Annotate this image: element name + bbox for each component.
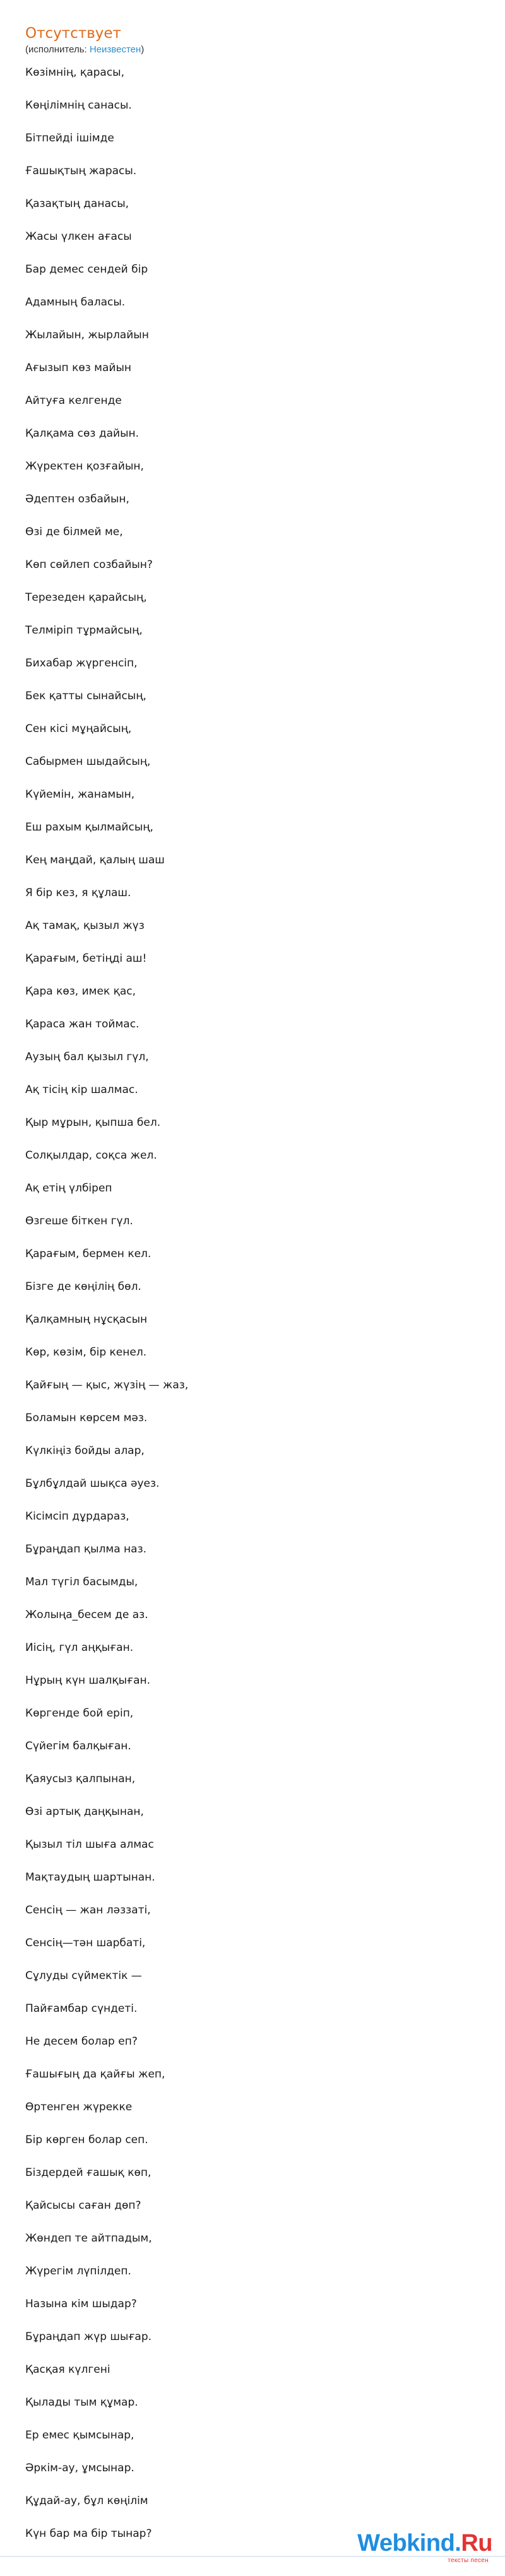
lyric-line: Мақтаудың шартынан. — [25, 1871, 155, 1884]
lyric-line: Жөндеп те айтпадым, — [25, 2232, 152, 2245]
lyric-line: Әркім-ау, ұмсынар. — [25, 2462, 134, 2474]
lyric-line: Қара көз, имек қас, — [25, 985, 136, 998]
song-subtitle — [25, 44, 480, 56]
lyric-line: Бітпейді ішімде — [25, 132, 114, 145]
lyric-line: Қайсысы саған дөп? — [25, 2199, 141, 2212]
lyric-line: Күйемін, жанамын, — [25, 788, 135, 801]
lyric-line: Сабырмен шыдайсың, — [25, 755, 151, 768]
lyric-line: Кісімсіп дұрдараз, — [25, 1510, 129, 1523]
lyric-line: Қазақтың данасы, — [25, 198, 129, 210]
lyric-line: Өзі де білмей ме, — [25, 526, 123, 538]
lyric-line: Қалқамның нұсқасын — [25, 1313, 148, 1326]
lyric-line: Терезеден қарайсың, — [25, 591, 147, 604]
lyric-line: Ер емес қымсынар, — [25, 2429, 134, 2442]
lyric-line: Ағызып көз майын — [25, 362, 132, 374]
lyrics-list — [25, 65, 480, 2559]
lyric-line: Ғашығың да қайғы жеп, — [25, 2068, 165, 2081]
lyric-line: Жолыңа_бесем де аз. — [25, 1609, 148, 1621]
logo-brand-dot: . — [454, 2530, 461, 2556]
lyric-line: Әдептен озбайын, — [25, 493, 129, 505]
lyric-line: Бұраңдап қылма наз. — [25, 1543, 147, 1556]
logo-brand-tld: Ru — [461, 2530, 492, 2556]
lyric-line: Бір көрген болар сеп. — [25, 2134, 148, 2146]
lyric-line: Қайғың — қыс, жүзің — жаз, — [25, 1379, 189, 1391]
lyric-line: Өртенген жүрекке — [25, 2101, 133, 2113]
lyric-line: Қалқама сөз дайын. — [25, 427, 140, 440]
lyric-line: Қаяусыз қалпынан, — [25, 1773, 136, 1785]
lyric-line: Жүректен қозғайын, — [25, 460, 144, 473]
lyric-line: Айтуға келгенде — [25, 394, 122, 407]
lyric-line: Аузың бал қызыл гүл, — [25, 1051, 149, 1063]
lyric-line: Кең маңдай, қалың шаш — [25, 854, 165, 866]
lyric-line: Ғашықтың жарасы. — [25, 165, 137, 177]
lyric-line: Көп сөйлеп созбайын? — [25, 558, 153, 571]
logo-slogan: тексты песен — [448, 2557, 489, 2564]
lyric-line: Қасқая күлгені — [25, 2363, 110, 2376]
site-logo[interactable] — [357, 2529, 492, 2567]
lyric-line: Жүрегім лүпілдеп. — [25, 2265, 131, 2278]
lyric-line: Қызыл тіл шыға алмас — [25, 1838, 154, 1851]
lyric-line: Бұлбұлдай шықса әуез. — [25, 1477, 160, 1490]
lyric-line: Қарағым, бермен кел. — [25, 1248, 152, 1260]
artist-link[interactable]: Неизвестен — [89, 44, 141, 55]
lyric-line: Адамның баласы. — [25, 296, 126, 309]
lyric-line: Көргенде бой еріп, — [25, 1707, 134, 1720]
lyric-line: Сенсің — жан ләззаті, — [25, 1904, 151, 1917]
lyric-line: Ақ тісің кір шалмас. — [25, 1084, 138, 1096]
lyric-line: Бек қатты сынайсың, — [25, 690, 146, 702]
lyric-line: Пайғамбар сүндеті. — [25, 2002, 138, 2015]
subtitle-prefix: (исполнитель: — [25, 44, 90, 55]
lyric-line: Иісің, гүл аңқыған. — [25, 1641, 134, 1654]
lyric-line: Қараса жан тоймас. — [25, 1018, 140, 1031]
lyric-line: Өзгеше біткен гүл. — [25, 1215, 133, 1227]
lyric-line: Бұраңдап жүр шығар. — [25, 2331, 152, 2343]
lyric-line: Бихабар жүргенсіп, — [25, 657, 138, 670]
lyric-line: Жасы үлкен ағасы — [25, 230, 132, 243]
subtitle-suffix: ) — [141, 44, 145, 55]
lyric-line: Өзі артық даңқынан, — [25, 1805, 144, 1818]
logo-wordmark — [357, 2529, 492, 2557]
lyric-line: Күн бар ма бір тынар? — [25, 2527, 152, 2540]
lyric-line: Біздердей ғашық көп, — [25, 2166, 152, 2179]
lyric-line: Ақ тамақ, қызыл жүз — [25, 919, 145, 932]
lyric-line: Сенсің—тән шарбаті, — [25, 1937, 146, 1949]
lyric-line: Бар демес сендей бір — [25, 263, 148, 276]
lyric-line: Боламын көрсем мәз. — [25, 1412, 148, 1424]
lyric-line: Қарағым, бетіңді аш! — [25, 952, 147, 965]
lyric-line: Телміріп тұрмайсың, — [25, 624, 143, 637]
lyric-line: Құдай-ау, бұл көңілім — [25, 2495, 148, 2507]
lyric-line: Күлкіңіз бойды алар, — [25, 1445, 145, 1457]
lyric-line: Бізге де көңілің бөл. — [25, 1280, 141, 1293]
lyric-line: Солқылдар, соқса жел. — [25, 1149, 157, 1162]
lyric-line: Көзімнің, қарасы, — [25, 66, 125, 79]
lyric-line: Мал түгіл басымды, — [25, 1576, 138, 1588]
lyric-line: Нұрың күн шалқыған. — [25, 1674, 151, 1687]
lyric-line: Сұлуды сүймектік — — [25, 1970, 142, 1982]
lyric-line: Ақ етің үлбіреп — [25, 1182, 112, 1195]
lyric-line: Я бір кез, я құлаш. — [25, 887, 131, 899]
lyric-line: Қылады тым құмар. — [25, 2396, 138, 2409]
lyric-line: Сен кісі мұңайсың, — [25, 723, 132, 735]
lyric-line: Назына кім шыдар? — [25, 2298, 137, 2310]
lyric-line: Еш рахым қылмайсың, — [25, 821, 153, 834]
lyric-line: Қыр мұрын, қыпша бел. — [25, 1116, 161, 1129]
song-header — [25, 24, 480, 56]
lyric-line: Жылайын, жырлайын — [25, 329, 149, 341]
song-title: Отсутствует — [25, 25, 121, 42]
lyric-line: Көңілімнің санасы. — [25, 99, 132, 112]
logo-brand-main: Webkind — [357, 2530, 455, 2556]
lyric-line: Не десем болар еп? — [25, 2035, 138, 2048]
lyric-line: Сүйегім балқыған. — [25, 1740, 131, 1752]
lyric-line: Көр, көзім, бір кенел. — [25, 1346, 147, 1359]
